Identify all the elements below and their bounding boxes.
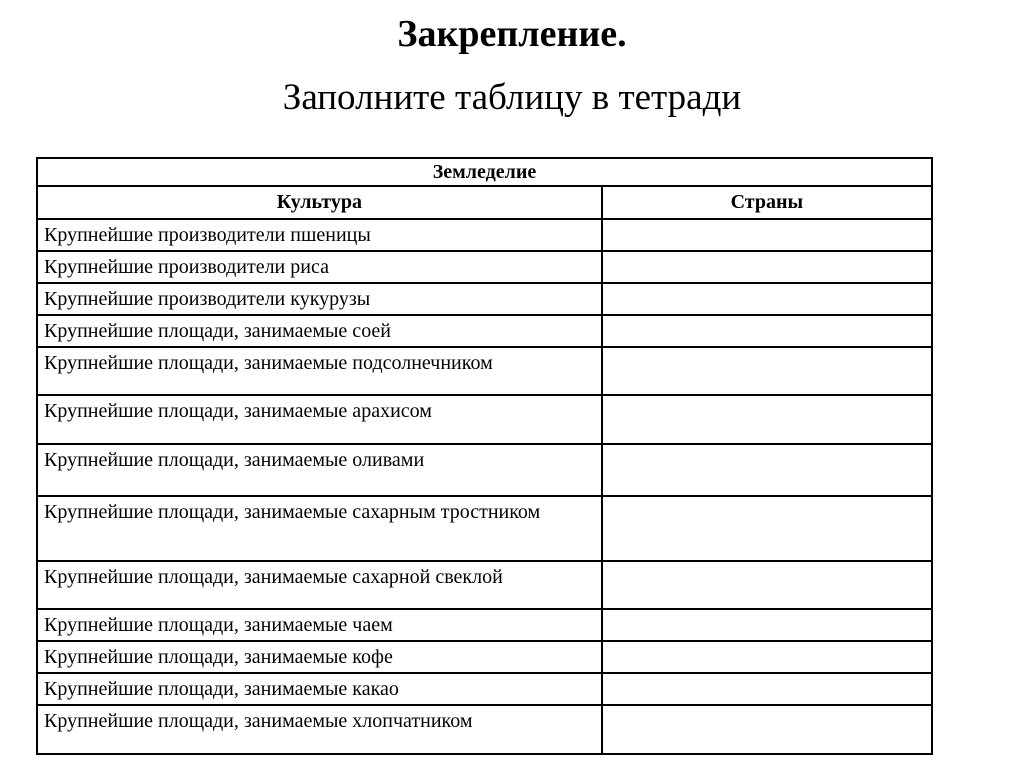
table-row [37,251,932,283]
table-row [37,705,932,754]
culture-cell: Крупнейшие площади, занимаемые подсолнечником [37,347,602,395]
page-title: Закрепление. [397,13,627,55]
country-cell[interactable] [602,251,932,283]
culture-cell: Крупнейшие площади, занимаемые какао [37,673,602,705]
culture-cell: Крупнейшие площади, занимаемые чаем [37,609,602,641]
country-cell[interactable] [602,347,932,395]
country-cell[interactable] [602,496,932,561]
table-row [37,673,932,705]
country-cell[interactable] [602,444,932,496]
culture-cell: Крупнейшие площади, занимаемые сахарным тростником [37,496,602,561]
table-row [37,641,932,673]
country-cell[interactable] [602,641,932,673]
culture-cell: Крупнейшие площади, занимаемые сахарной свеклой [37,561,602,609]
table-row [37,315,932,347]
country-cell[interactable] [602,673,932,705]
culture-cell: Крупнейшие площади, занимаемые хлопчатником [37,705,602,754]
column-header-countries: Страны [602,186,932,219]
table-header-row [37,186,932,219]
table-row [37,283,932,315]
table-row [37,444,932,496]
table-head [37,158,932,219]
table-body [37,219,932,754]
agriculture-table [36,157,933,755]
table-row [37,496,932,561]
country-cell[interactable] [602,561,932,609]
country-cell[interactable] [602,609,932,641]
culture-cell: Крупнейшие производители пшеницы [37,219,602,251]
country-cell[interactable] [602,283,932,315]
table-row [37,561,932,609]
table-caption: Земледелие [37,158,932,186]
country-cell[interactable] [602,705,932,754]
culture-cell: Крупнейшие площади, занимаемые арахисом [37,395,602,444]
table-row [37,609,932,641]
culture-cell: Крупнейшие производители кукурузы [37,283,602,315]
country-cell[interactable] [602,219,932,251]
country-cell[interactable] [602,395,932,444]
culture-cell: Крупнейшие площади, занимаемые соей [37,315,602,347]
column-header-culture: Культура [37,186,602,219]
table-caption-row [37,158,932,186]
culture-cell: Крупнейшие производители риса [37,251,602,283]
country-cell[interactable] [602,315,932,347]
table-row [37,395,932,444]
slide [0,12,1024,779]
table-row [37,347,932,395]
culture-cell: Крупнейшие площади, занимаемые оливами [37,444,602,496]
page-subtitle: Заполните таблицу в тетради [282,76,742,118]
table-row [37,219,932,251]
culture-cell: Крупнейшие площади, занимаемые кофе [37,641,602,673]
